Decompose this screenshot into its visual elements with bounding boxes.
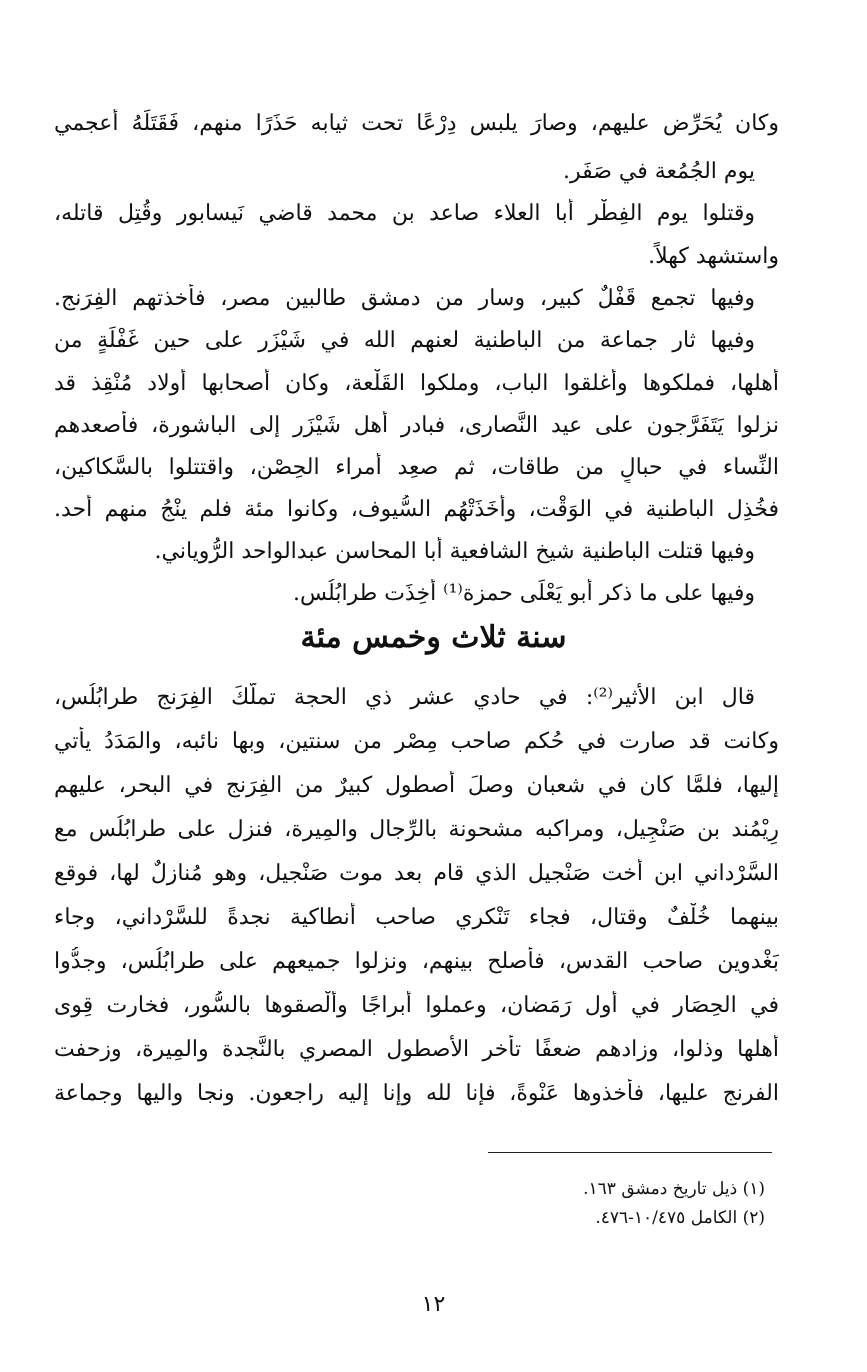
body-line: وفيها على ما ذكر أبو يَعْلَى حمزة⁽¹⁾ أُخِذَت طرابُلُس. [293,581,755,606]
body-line: نزلوا يَتَفَرَّجون على عيد النَّصارى، فبادر أهل شَيْزَر إلى الباشورة، فأصعدهم [54,413,779,438]
body-line: وكانت قد صارت في حُكم صاحب مِصْر من سنتين، وبها نائبه، والمَدَدُ يأتي [54,729,779,754]
body-line: واستشهد كهلاً. [648,244,779,269]
body-line: أهلها، فملكوها وأغلقوا الباب، وملكوا القَلْعة، وكان أصحابها أولاد مُنْقِذ قد [54,371,779,396]
body-line: وفيها تجمع قَفْلٌ كبير، وسار من دمشق طالبين مصر، فأخذتهم الفِرَنج. [54,286,755,311]
body-line: وقتلوا يوم الفِطْر أبا العلاء صاعد بن محمد قاضي نَيسابور وقُتِل قاتله، [54,201,755,226]
section-heading: سنة ثلاث وخمس مئة [300,620,567,655]
body-line: فخُذِل الباطنية في الوَقْت، وأخَذَتْهُم السُّيوف، وكانوا مئة فلم ينْجُ منهم أحد. [54,497,779,522]
body-line: أهلها وذلوا، وزادهم ضعفًا تأخر الأصطول المصري بالنَّجدة والمِيرة، وزحفت [54,1037,779,1062]
body-line: يوم الجُمُعة في صَفَر. [562,159,755,184]
body-line: وفيها قتلت الباطنية شيخ الشافعية أبا المحاسن عبدالواحد الرُّوياني. [154,539,755,564]
body-line: بَغْدوين صاحب القدس، فأصلح بينهم، ونزلوا جميعهم على طرابُلُس، وجدُّوا [54,949,779,974]
body-line: وكان يُحَرِّض عليهم، وصارَ يلبس دِرْعًا تحت ثيابه حَذَرًا منهم، فَقَتَلَهُ أعجمي [54,111,779,136]
body-line: وفيها ثار جماعة من الباطنية لعنهم الله في شَيْزَر على حين غَفْلَةٍ من [54,328,755,353]
body-line: قال ابن الأثير⁽²⁾: في حادي عشر ذي الحجة تملَّكَ الفِرَنج طرابُلُس، [54,685,755,710]
body-line: رِيْمُند بن صَنْجِيل، ومراكبه مشحونة بالرِّجال والمِيرة، فنزل على طرابُلُس مع [54,817,779,842]
body-line: في الحِصَار في أول رَمَضان، وعملوا أبراجًا وألْصقوها بالسُّور، فخارت قِوى [54,993,779,1018]
footnote-1: (١) ذيل تاريخ دمشق ١٦٣. [583,1179,765,1199]
body-line: الفرنج عليها، فأخذوها عَنْوةً، فإنا لله وإنا إليه راجعون. ونجا واليها وجماعة [54,1081,779,1106]
footnote-divider [488,1152,772,1153]
body-line: إليها، فلمَّا كان في شعبان وصلَ أُصطول كبيرٌ من الفِرَنج في البحر، عليهم [54,773,779,798]
footnote-2: (٢) الكامل ١٠/٤٧٥-٤٧٦. [595,1208,765,1228]
body-line: بينهما خُلْفٌ وقتال، فجاء تَنْكري صاحب أنطاكية نجدةً للسَّرْداني، وجاء [54,905,779,930]
body-line: السَّرْداني ابن أُخت صَنْجيل الذي قام بعد موت صَنْجيل، وهو مُنازلٌ لها، فوقع [54,861,779,886]
body-line: النِّساء في حبالٍ من طاقات، ثم صعِد أمراء الحِصْن، واقتتلوا بالسَّكاكين، [54,455,779,480]
page-number: ١٢ [421,1292,446,1317]
